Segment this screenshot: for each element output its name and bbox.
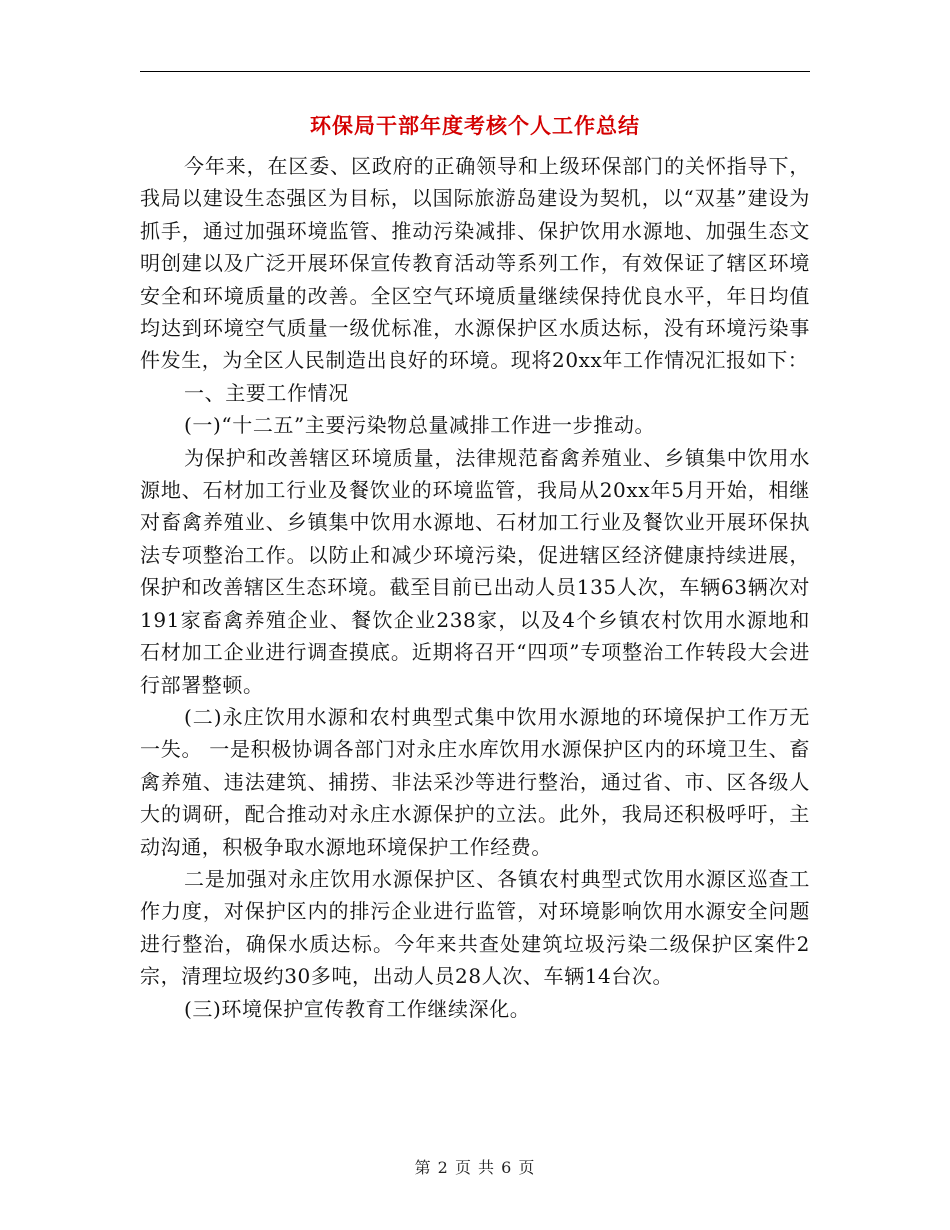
paragraph-water-source-protection: (二)永庄饮用水源和农村典型式集中饮用水源地的环境保护工作万无一失。 一是积极协调各部门对永庄水库饮用水源保护区内的环境卫生、畜禽养殖、违法建筑、捕捞、非法采沙等进行整治，通过省、市、区各级人大的调研，配合推动对永庄水源保护的立法。此外，我局还积极呼吁，主动沟通，积极争取水源地环境保护工作经费。: [140, 704, 810, 859]
paragraph-patrol-inspection: 二是加强对永庄饮用水源保护区、各镇农村典型式饮用水源区巡查工作力度，对保护区内的排污企业进行监管，对环境影响饮用水源安全问题进行整治，确保水质达标。今年来共查处建筑垃圾污染二级保护区案件2宗，清理垃圾约30多吨，出动人员28人次、车辆14台次。: [140, 866, 810, 989]
document-title: 环保局干部年度考核个人工作总结: [310, 114, 640, 138]
paragraph-enforcement: 为保护和改善辖区环境质量，法律规范畜禽养殖业、乡镇集中饮用水源地、石材加工行业及餐饮业的环境监管，我局从20xx年5月开始，相继对畜禽养殖业、乡镇集中饮用水源地、石材加工行业及餐饮业开展环保执法专项整治工作。以防止和减少环境污染，促进辖区经济健康持续进展，保护和改善辖区生态环境。截至目前已出动人员135人次，车辆63辆次对191家畜禽养殖企业、餐饮企业238家，以及4个乡镇农村饮用水源地和石材加工企业进行调查摸底。近期将召开“四项”专项整治工作转段大会进行部署整顿。: [140, 445, 810, 697]
paragraph-intro: 今年来，在区委、区政府的正确领导和上级环保部门的关怀指导下，我局以建设生态强区为目标，以国际旅游岛建设为契机，以“双基”建设为抓手，通过加强环境监管、推动污染减排、保护饮用水源地、加强生态文明创建以及广泛开展环保宣传教育活动等系列工作，有效保证了辖区环境安全和环境质量的改善。全区空气环境质量继续保持优良水平，年日均值均达到环境空气质量一级优标准，水源保护区水质达标，没有环境污染事件发生，为全区人民制造出良好的环境。现将20xx年工作情况汇报如下：: [140, 154, 810, 373]
header-rule: [140, 71, 810, 72]
subheading-emission-reduction: (一)“十二五”主要污染物总量减排工作进一步推动。: [184, 413, 656, 438]
page-footer: [140, 1155, 810, 1178]
subheading-publicity-education: (三)环境保护宣传教育工作继续深化。: [184, 996, 531, 1021]
document-body: [140, 150, 810, 1025]
section-heading-main-work: 一、主要工作情况: [184, 380, 349, 405]
page-number: 第 2 页 共 6 页: [414, 1158, 536, 1177]
